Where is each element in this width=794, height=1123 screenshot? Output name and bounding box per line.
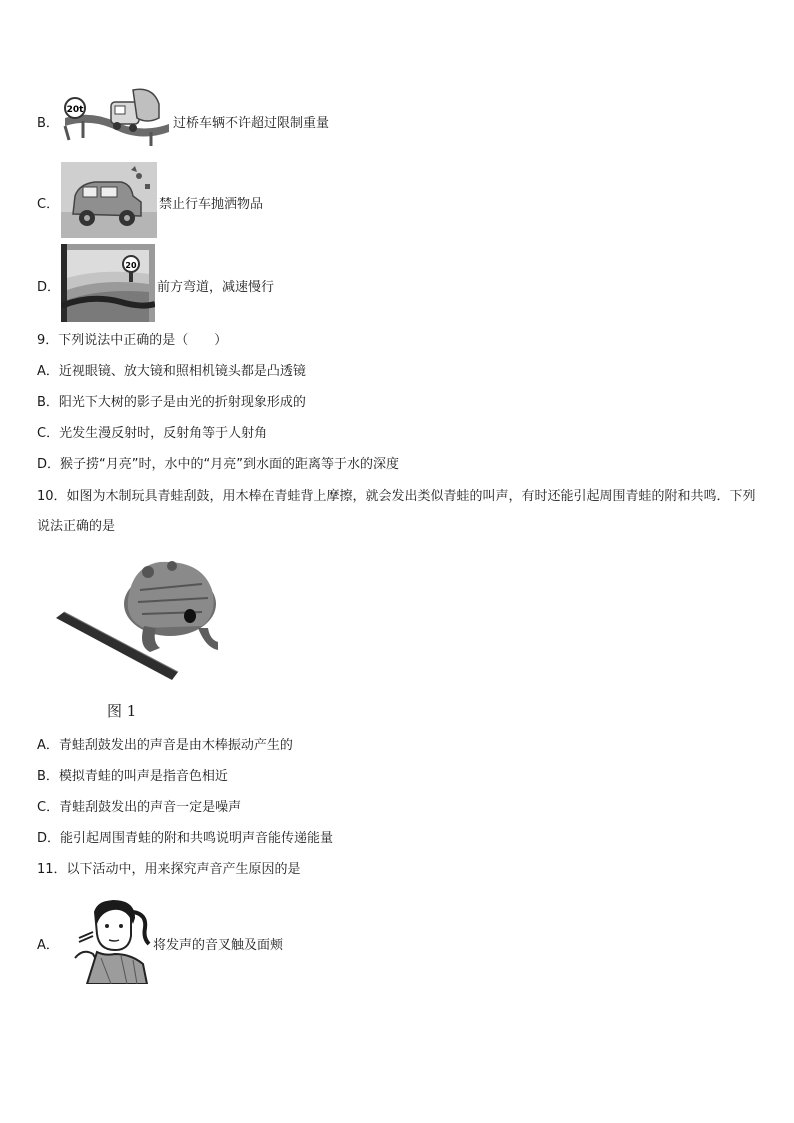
question-10-option-b: B．模拟青蛙的叫声是指音色相近 [37, 769, 228, 784]
speed-limit-sign-text: 20 [125, 261, 137, 270]
question-9-option-b: B．阳光下大树的影子是由光的折射现象形成的 [37, 395, 306, 410]
option-label: A． [37, 937, 59, 953]
question-11-option-a [37, 898, 283, 988]
question-10-option-d: D．能引起周围青蛙的附和共鸣说明声音能传递能量 [37, 831, 334, 846]
option-b-bridge [37, 88, 329, 154]
option-d-curve-road [37, 244, 274, 326]
question-10-option-a: A．青蛙刮鼓发出的声音是由木棒振动产生的 [37, 738, 293, 753]
option-label: C． [37, 196, 60, 212]
curve-road-illustration [61, 244, 155, 326]
car-littering-illustration [61, 162, 157, 242]
figure-caption: 图 1 [107, 702, 137, 720]
bridge-truck-illustration [61, 88, 171, 154]
option-text: 前方弯道，减速慢行 [157, 279, 275, 295]
question-9-option-c: C．光发生漫反射时，反射角等于人射角 [37, 426, 268, 441]
option-text: 过桥车辆不许超过限制重量 [173, 115, 330, 131]
frog-guiro-figure [52, 556, 222, 688]
option-text: 将发声的音叉触及面颊 [153, 937, 284, 953]
option-label: D． [37, 279, 61, 295]
question-11-stem: 11．以下活动中，用来探究声音产生原因的是 [37, 862, 301, 877]
weight-limit-sign-text: 20t [66, 105, 84, 115]
question-10-option-c: C．青蛙刮鼓发出的声音一定是噪声 [37, 800, 242, 815]
tuning-fork-cheek-illustration [71, 898, 151, 988]
question-9-option-a: A．近视眼镜、放大镜和照相机镜头都是凸透镜 [37, 364, 306, 379]
option-text: 禁止行车抛洒物品 [159, 196, 264, 212]
option-label: B． [37, 115, 59, 131]
question-10-stem: 10．如图为木制玩具青蛙刮鼓，用木棒在青蛙背上摩擦，就会发出类似青蛙的叫声，有时还能引起周围青蛙的附和共鸣．下列说法正确的是 [37, 489, 756, 534]
question-9-stem: 9．下列说法中正确的是（ ） [37, 333, 228, 348]
question-9-option-d: D．猴子捞“月亮”时，水中的“月亮”到水面的距离等于水的深度 [37, 457, 399, 472]
option-c-car [37, 162, 263, 242]
